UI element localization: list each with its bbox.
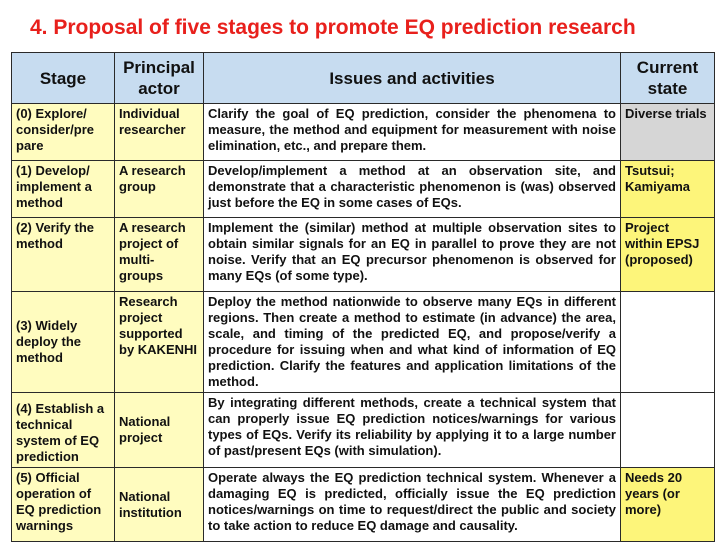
table-row [12,292,715,393]
stages-table [11,52,715,542]
header-actor: Principal actor [115,53,204,104]
stage-cell: (1) Develop/ implement a method [12,161,115,218]
state-cell: Diverse trials [621,104,715,161]
stage-cell: (5) Official operation of EQ prediction warnings [12,468,115,542]
header-issues: Issues and activities [204,53,621,104]
stage-cell: (2) Verify the method [12,218,115,292]
state-cell [621,292,715,393]
table-header-row [12,53,715,104]
header-state: Current state [621,53,715,104]
actor-cell: A research project of multi- groups [115,218,204,292]
slide-title: 4. Proposal of five stages to promote EQ prediction research [30,16,636,39]
actor-cell: Research project supported by KAKENHI [115,292,204,393]
issues-cell: Develop/implement a method at an observation site, and demonstrate that a characteristic phenomenon is (was) observed just before the EQ in some cases of EQs. [204,161,621,218]
state-cell: Project within EPSJ (proposed) [621,218,715,292]
header-stage: Stage [12,53,115,104]
actor-cell: National institution [115,468,204,542]
table-row [12,468,715,542]
actor-cell: A research group [115,161,204,218]
table-row [12,218,715,292]
state-cell: Tsutsui; Kamiyama [621,161,715,218]
stage-cell: (4) Establish a technical system of EQ prediction [12,393,115,468]
stage-cell: (0) Explore/ consider/pre pare [12,104,115,161]
table-row [12,393,715,468]
table-row [12,104,715,161]
actor-cell: National project [115,393,204,468]
issues-cell: By integrating different methods, create a technical system that can properly issue EQ prediction notices/warnings for various types of EQs. Verify its reliability by applying it to a large number of past/present EQs (with simulation). [204,393,621,468]
issues-cell: Deploy the method nationwide to observe many EQs in different regions. Then create a method to estimate (in advance) the area, scale, and timing of the predicted EQ, and propose/verify a procedure for issuing when and what kind of information of EQ prediction. Clarify the features and application limitations of the method. [204,292,621,393]
issues-cell: Operate always the EQ prediction technical system. Whenever a damaging EQ is predicted, officially issue the EQ prediction notices/warnings on time to request/direct the public and society to take action to reduce EQ damage and causality. [204,468,621,542]
actor-cell: Individual researcher [115,104,204,161]
table-row [12,161,715,218]
issues-cell: Implement the (similar) method at multiple observation sites to obtain similar signals for an EQ in parallel to prove they are not noise. Verify that an EQ precursor phenomenon is observed for many EQs (of some type). [204,218,621,292]
state-cell [621,393,715,468]
state-cell: Needs 20 years (or more) [621,468,715,542]
stage-cell: (3) Widely deploy the method [12,292,115,393]
issues-cell: Clarify the goal of EQ prediction, consider the phenomena to measure, the method and equipment for measurement with noise elimination, etc., and prepare them. [204,104,621,161]
